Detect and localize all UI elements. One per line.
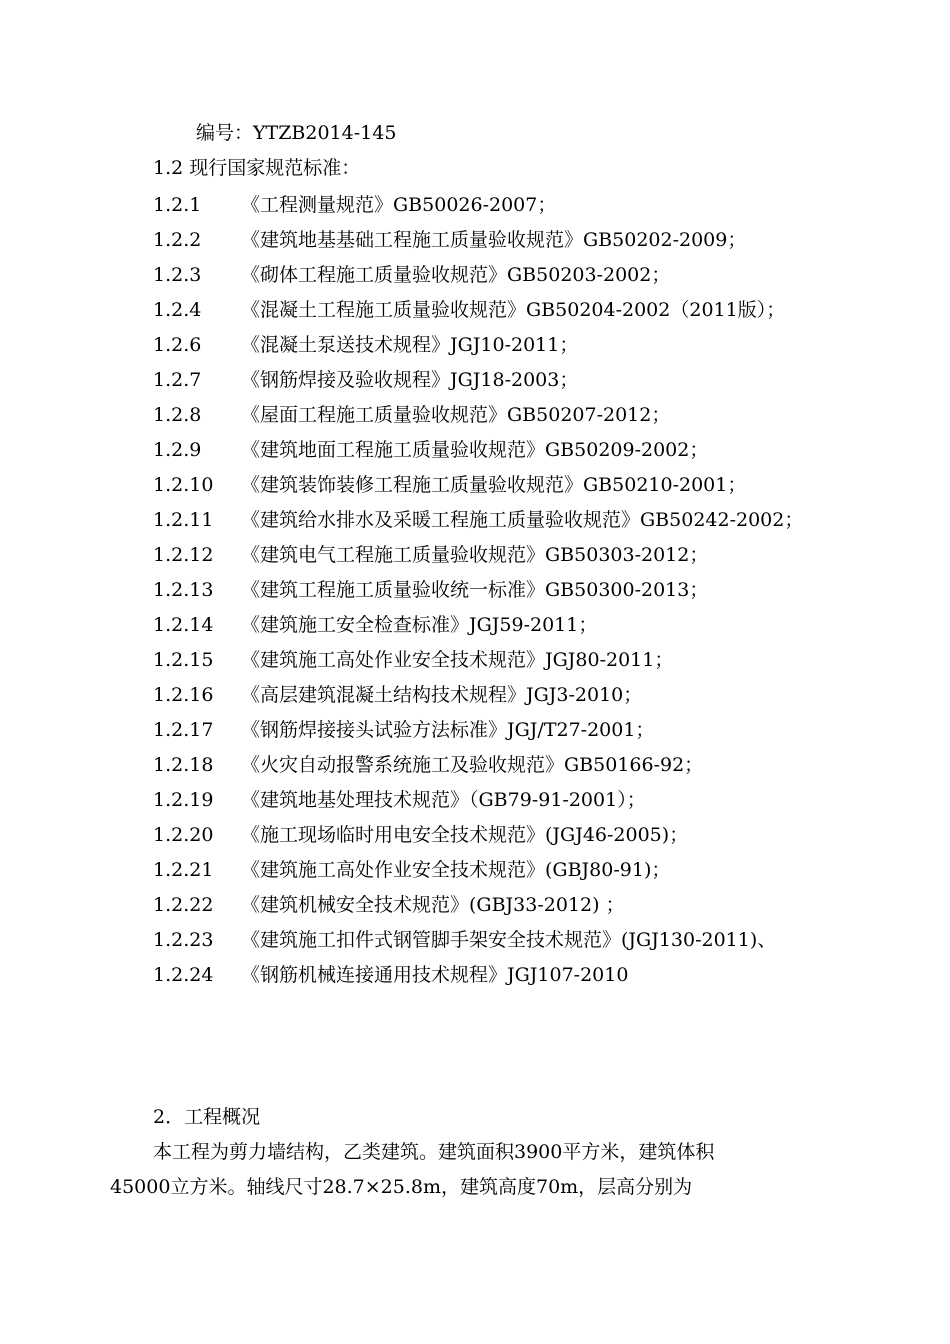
- reference-number: 1.2.4: [153, 299, 202, 321]
- reference-item: [153, 928, 776, 952]
- overview-paragraph-line-1: 本工程为剪力墙结构，乙类建筑。建筑面积3900平方米，建筑体积: [153, 1141, 715, 1163]
- reference-number: 1.2.3: [153, 264, 202, 286]
- reference-item: [153, 648, 673, 672]
- reference-number: 1.2.18: [153, 754, 214, 776]
- reference-number: 1.2.6: [153, 334, 202, 356]
- reference-title: 《屋面工程施工质量验收规范》GB50207-2012；: [241, 404, 671, 426]
- reference-title: 《建筑地面工程施工质量验收规范》GB50209-2002；: [241, 439, 709, 461]
- reference-title: 《混凝土泵送技术规程》JGJ10-2011；: [241, 334, 579, 356]
- reference-title: 《钢筋焊接及验收规程》JGJ18-2003；: [241, 369, 579, 391]
- reference-item: [153, 578, 708, 602]
- reference-item: [153, 683, 642, 707]
- reference-item: [153, 718, 654, 742]
- reference-title: 《工程测量规范》GB50026-2007；: [241, 194, 557, 216]
- reference-item: [153, 193, 556, 217]
- reference-item: [153, 508, 803, 532]
- reference-item: [153, 543, 708, 567]
- reference-number: 1.2.11: [153, 509, 214, 531]
- reference-title: 《钢筋焊接接头试验方法标准》JGJ/T27-2001；: [241, 719, 655, 741]
- reference-item: [153, 263, 670, 287]
- reference-title: 《建筑施工扣件式钢管脚手架安全技术规范》(JGJ130-2011)、: [241, 929, 777, 951]
- reference-number: 1.2.21: [153, 859, 214, 881]
- reference-number: 1.2.16: [153, 684, 214, 706]
- reference-title: 《建筑施工安全检查标准》JGJ59-2011；: [241, 614, 598, 636]
- reference-number: 1.2.23: [153, 929, 214, 951]
- reference-number: 1.2.8: [153, 404, 202, 426]
- reference-title: 《高层建筑混凝土结构技术规程》JGJ3-2010；: [241, 684, 643, 706]
- reference-title: 《建筑装饰装修工程施工质量验收规范》GB50210-2001；: [241, 474, 747, 496]
- overview-paragraph-line-2: 45000立方米。轴线尺寸28.7×25.8m，建筑高度70m，层高分别为: [110, 1176, 693, 1198]
- reference-number: 1.2.14: [153, 614, 214, 636]
- reference-title: 《砌体工程施工质量验收规范》GB50203-2002；: [241, 264, 671, 286]
- reference-item: [153, 613, 597, 637]
- reference-number: 1.2.17: [153, 719, 214, 741]
- reference-title: 《建筑施工高处作业安全技术规范》(GBJ80-91)；: [241, 859, 671, 881]
- reference-item: [153, 788, 646, 812]
- reference-number: 1.2.13: [153, 579, 214, 601]
- reference-item: [153, 963, 628, 987]
- reference-item: [153, 298, 785, 322]
- reference-item: [153, 823, 688, 847]
- reference-number: 1.2.2: [153, 229, 202, 251]
- section-heading-overview: 2．工程概况: [153, 1106, 261, 1128]
- reference-title: 《施工现场临时用电安全技术规范》(JGJ46-2005)；: [241, 824, 689, 846]
- reference-item: [153, 368, 578, 392]
- reference-number: 1.2.20: [153, 824, 214, 846]
- reference-item: [153, 753, 703, 777]
- reference-item: [153, 893, 625, 917]
- reference-title: 《建筑施工高处作业安全技术规范》JGJ80-2011；: [241, 649, 674, 671]
- section-heading-standards: 1.2 现行国家规范标准：: [153, 157, 361, 179]
- reference-title: 《混凝土工程施工质量验收规范》GB50204-2002（2011版）；: [241, 299, 786, 321]
- reference-number: 1.2.10: [153, 474, 214, 496]
- reference-title: 《建筑机械安全技术规范》(GBJ33-2012) ；: [241, 894, 625, 916]
- reference-number: 1.2.12: [153, 544, 214, 566]
- reference-title: 《建筑给水排水及采暖工程施工质量验收规范》GB50242-2002；: [241, 509, 804, 531]
- reference-number: 1.2.24: [153, 964, 214, 986]
- reference-number: 1.2.15: [153, 649, 214, 671]
- reference-title: 《火灾自动报警系统施工及验收规范》GB50166-92；: [241, 754, 704, 776]
- reference-number: 1.2.19: [153, 789, 214, 811]
- reference-title: 《建筑地基处理技术规范》（GB79-91-2001）；: [241, 789, 646, 811]
- reference-title: 《建筑工程施工质量验收统一标准》GB50300-2013；: [241, 579, 709, 601]
- reference-title: 《建筑地基基础工程施工质量验收规范》GB50202-2009；: [241, 229, 747, 251]
- reference-title: 《钢筋机械连接通用技术规程》JGJ107-2010: [241, 964, 629, 986]
- reference-item: [153, 403, 670, 427]
- reference-item: [153, 333, 578, 357]
- document-code: 编号：YTZB2014-145: [196, 122, 397, 144]
- reference-title: 《建筑电气工程施工质量验收规范》GB50303-2012；: [241, 544, 709, 566]
- reference-item: [153, 473, 746, 497]
- reference-number: 1.2.9: [153, 439, 202, 461]
- reference-item: [153, 228, 746, 252]
- reference-number: 1.2.1: [153, 194, 202, 216]
- reference-number: 1.2.7: [153, 369, 202, 391]
- reference-item: [153, 858, 670, 882]
- reference-item: [153, 438, 708, 462]
- reference-number: 1.2.22: [153, 894, 214, 916]
